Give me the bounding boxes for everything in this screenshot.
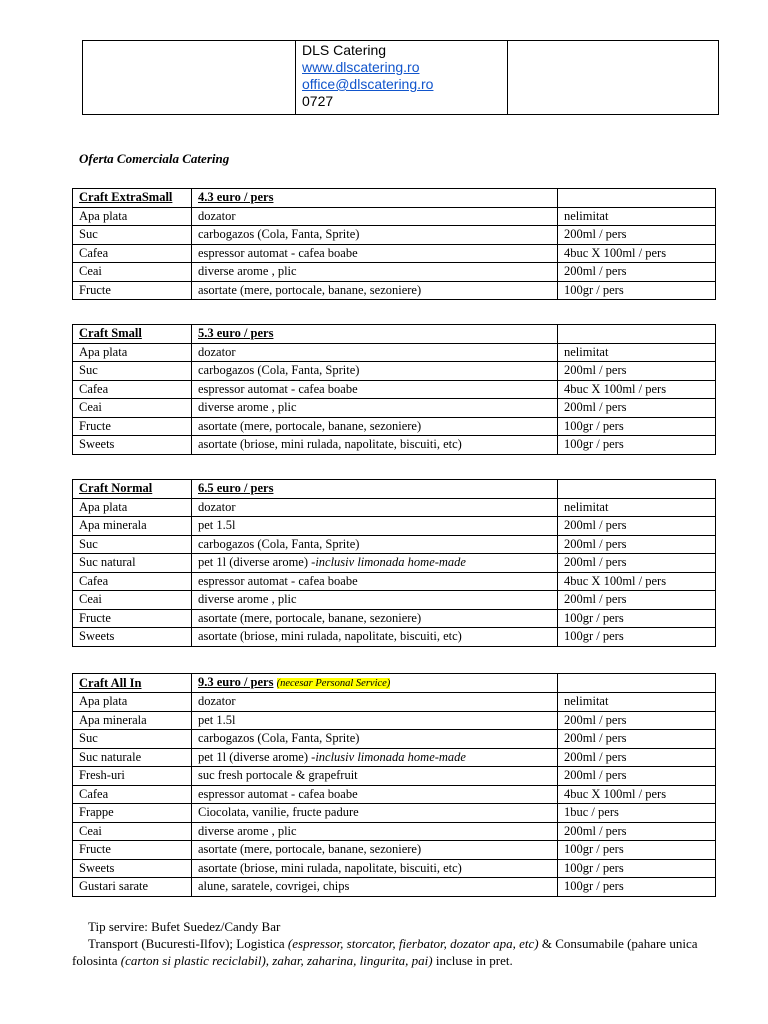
- item-quantity: 4buc X 100ml / pers: [558, 785, 716, 804]
- item-description: espressor automat - cafea boabe: [192, 572, 558, 591]
- item-description: diverse arome , plic: [192, 591, 558, 610]
- item-name: Gustari sarate: [73, 878, 192, 897]
- table-row: [73, 859, 716, 878]
- table-row: [73, 263, 716, 282]
- item-name: Apa plata: [73, 498, 192, 517]
- table-row: [73, 711, 716, 730]
- table-row: [73, 554, 716, 573]
- item-description: carbogazos (Cola, Fanta, Sprite): [192, 535, 558, 554]
- item-description: dozator: [192, 207, 558, 226]
- table-row: [73, 281, 716, 300]
- item-name: Fresh-uri: [73, 767, 192, 786]
- item-description-extra: inclusiv limonada home-made: [315, 749, 466, 764]
- package-header-row: [73, 325, 716, 344]
- item-quantity: 100gr / pers: [558, 417, 716, 436]
- table-row: [73, 436, 716, 455]
- offer-title: Oferta Comerciala Catering: [79, 151, 230, 166]
- package-header-empty: [558, 325, 716, 344]
- package-table: [72, 324, 716, 455]
- package-header-row: [73, 189, 716, 208]
- header-right-cell: [508, 41, 719, 115]
- item-description: espressor automat - cafea boabe: [192, 380, 558, 399]
- package-name: Craft Small: [73, 325, 192, 344]
- included-text-4: (carton si plastic reciclabil), zahar, zaharina, lingurita, pai): [120, 953, 433, 968]
- table-row: [73, 841, 716, 860]
- item-description: pet 1l (diverse arome) -inclusiv limonada home-made: [192, 748, 558, 767]
- item-quantity: 4buc X 100ml / pers: [558, 380, 716, 399]
- item-quantity: 200ml / pers: [558, 748, 716, 767]
- item-quantity: nelimitat: [558, 498, 716, 517]
- package-table: [72, 673, 716, 897]
- item-description: asortate (mere, portocale, banane, sezoniere): [192, 281, 558, 300]
- included-text-5: incluse in pret.: [432, 953, 513, 968]
- item-description-extra: inclusiv limonada home-made: [315, 555, 466, 570]
- table-row: [73, 207, 716, 226]
- phone-number: 0727: [302, 93, 334, 109]
- item-quantity: 100gr / pers: [558, 878, 716, 897]
- package-header-row: [73, 674, 716, 693]
- item-name: Suc: [73, 535, 192, 554]
- package-table: [72, 188, 716, 300]
- item-quantity: 200ml / pers: [558, 767, 716, 786]
- table-row: [73, 244, 716, 263]
- item-description: dozator: [192, 498, 558, 517]
- item-name: Sweets: [73, 628, 192, 647]
- company-name: DLS Catering: [302, 42, 387, 58]
- table-row: [73, 417, 716, 436]
- table-row: [73, 822, 716, 841]
- item-description: diverse arome , plic: [192, 822, 558, 841]
- item-name: Fructe: [73, 841, 192, 860]
- item-quantity: 100gr / pers: [558, 609, 716, 628]
- item-description: asortate (mere, portocale, banane, sezoniere): [192, 841, 558, 860]
- item-quantity: 100gr / pers: [558, 436, 716, 455]
- table-row: [73, 609, 716, 628]
- item-name: Frappe: [73, 804, 192, 823]
- package-name: Craft All In: [73, 674, 192, 693]
- table-row: [73, 498, 716, 517]
- website-link[interactable]: www.dlscatering.ro: [302, 59, 420, 75]
- item-quantity: nelimitat: [558, 343, 716, 362]
- item-name: Fructe: [73, 609, 192, 628]
- item-quantity: 4buc X 100ml / pers: [558, 244, 716, 263]
- item-description: carbogazos (Cola, Fanta, Sprite): [192, 362, 558, 381]
- offer-footer: [72, 918, 722, 969]
- item-quantity: 200ml / pers: [558, 711, 716, 730]
- header-left-cell: [83, 41, 296, 115]
- service-type: Tip servire: Bufet Suedez/Candy Bar: [88, 919, 281, 934]
- included-text-2: (espressor, storcator, fierbator, dozator apa, etc): [287, 936, 539, 951]
- table-row: [73, 535, 716, 554]
- package-header-empty: [558, 480, 716, 499]
- item-quantity: 200ml / pers: [558, 535, 716, 554]
- item-name: Ceai: [73, 591, 192, 610]
- item-description: asortate (briose, mini rulada, napolitate, biscuiti, etc): [192, 628, 558, 647]
- item-description: pet 1.5l: [192, 517, 558, 536]
- item-quantity: 100gr / pers: [558, 281, 716, 300]
- item-description: espressor automat - cafea boabe: [192, 244, 558, 263]
- item-name: Ceai: [73, 263, 192, 282]
- item-quantity: nelimitat: [558, 207, 716, 226]
- item-description: pet 1l (diverse arome) -inclusiv limonada home-made: [192, 554, 558, 573]
- item-name: Suc naturale: [73, 748, 192, 767]
- package-price: 4.3 euro / pers: [192, 189, 558, 208]
- item-quantity: 200ml / pers: [558, 554, 716, 573]
- item-quantity: 4buc X 100ml / pers: [558, 572, 716, 591]
- item-quantity: nelimitat: [558, 693, 716, 712]
- item-name: Suc: [73, 730, 192, 749]
- item-quantity: 200ml / pers: [558, 226, 716, 245]
- item-name: Ceai: [73, 822, 192, 841]
- table-row: [73, 517, 716, 536]
- package-note: (necesar Personal Service): [276, 678, 391, 689]
- item-name: Fructe: [73, 417, 192, 436]
- email-link[interactable]: office@dlscatering.ro: [302, 76, 434, 92]
- item-description: asortate (briose, mini rulada, napolitate, biscuiti, etc): [192, 436, 558, 455]
- item-description: carbogazos (Cola, Fanta, Sprite): [192, 226, 558, 245]
- item-quantity: 100gr / pers: [558, 628, 716, 647]
- item-description: asortate (mere, portocale, banane, sezoniere): [192, 609, 558, 628]
- item-name: Ceai: [73, 399, 192, 418]
- package-price: 9.3 euro / pers (necesar Personal Service): [192, 674, 558, 693]
- package-header-empty: [558, 189, 716, 208]
- package-price: 6.5 euro / pers: [192, 480, 558, 499]
- item-quantity: 200ml / pers: [558, 822, 716, 841]
- table-row: [73, 343, 716, 362]
- item-description: diverse arome , plic: [192, 399, 558, 418]
- item-name: Apa plata: [73, 207, 192, 226]
- company-header-table: [82, 40, 719, 115]
- item-quantity: 100gr / pers: [558, 859, 716, 878]
- item-name: Apa minerala: [73, 711, 192, 730]
- item-quantity: 200ml / pers: [558, 517, 716, 536]
- table-row: [73, 785, 716, 804]
- item-quantity: 200ml / pers: [558, 263, 716, 282]
- table-row: [73, 748, 716, 767]
- item-quantity: 200ml / pers: [558, 362, 716, 381]
- item-name: Cafea: [73, 244, 192, 263]
- table-row: [73, 767, 716, 786]
- item-description: diverse arome , plic: [192, 263, 558, 282]
- item-description: carbogazos (Cola, Fanta, Sprite): [192, 730, 558, 749]
- item-name: Cafea: [73, 785, 192, 804]
- package-header-empty: [558, 674, 716, 693]
- item-quantity: 200ml / pers: [558, 730, 716, 749]
- table-row: [73, 693, 716, 712]
- item-description: pet 1.5l: [192, 711, 558, 730]
- item-quantity: 100gr / pers: [558, 841, 716, 860]
- package-table: [72, 479, 716, 647]
- table-row: [73, 628, 716, 647]
- item-name: Cafea: [73, 572, 192, 591]
- table-row: [73, 804, 716, 823]
- item-description: alune, saratele, covrigei, chips: [192, 878, 558, 897]
- table-row: [73, 878, 716, 897]
- item-name: Apa minerala: [73, 517, 192, 536]
- item-quantity: 200ml / pers: [558, 399, 716, 418]
- included-text-1: Transport (Bucuresti-Ilfov); Logistica: [88, 936, 288, 951]
- included-items: [72, 935, 722, 969]
- table-row: [73, 591, 716, 610]
- item-quantity: 1buc / pers: [558, 804, 716, 823]
- package-name: Craft ExtraSmall: [73, 189, 192, 208]
- item-name: Apa plata: [73, 693, 192, 712]
- item-description: asortate (briose, mini rulada, napolitate, biscuiti, etc): [192, 859, 558, 878]
- item-name: Suc natural: [73, 554, 192, 573]
- item-name: Apa plata: [73, 343, 192, 362]
- item-description: asortate (mere, portocale, banane, sezoniere): [192, 417, 558, 436]
- item-description: dozator: [192, 343, 558, 362]
- table-row: [73, 362, 716, 381]
- table-row: [73, 399, 716, 418]
- item-description: suc fresh portocale & grapefruit: [192, 767, 558, 786]
- item-description: dozator: [192, 693, 558, 712]
- item-name: Suc: [73, 362, 192, 381]
- table-row: [73, 730, 716, 749]
- table-row: [73, 226, 716, 245]
- included-text-3: & Consumabile (pahare unica folosinta: [72, 936, 698, 968]
- item-quantity: 200ml / pers: [558, 591, 716, 610]
- table-row: [73, 572, 716, 591]
- item-name: Suc: [73, 226, 192, 245]
- item-description: Ciocolata, vanilie, fructe padure: [192, 804, 558, 823]
- item-name: Fructe: [73, 281, 192, 300]
- package-header-row: [73, 480, 716, 499]
- item-name: Sweets: [73, 859, 192, 878]
- item-description: espressor automat - cafea boabe: [192, 785, 558, 804]
- company-contact-cell: [296, 41, 508, 115]
- package-name: Craft Normal: [73, 480, 192, 499]
- table-row: [73, 380, 716, 399]
- item-name: Sweets: [73, 436, 192, 455]
- package-price: 5.3 euro / pers: [192, 325, 558, 344]
- item-name: Cafea: [73, 380, 192, 399]
